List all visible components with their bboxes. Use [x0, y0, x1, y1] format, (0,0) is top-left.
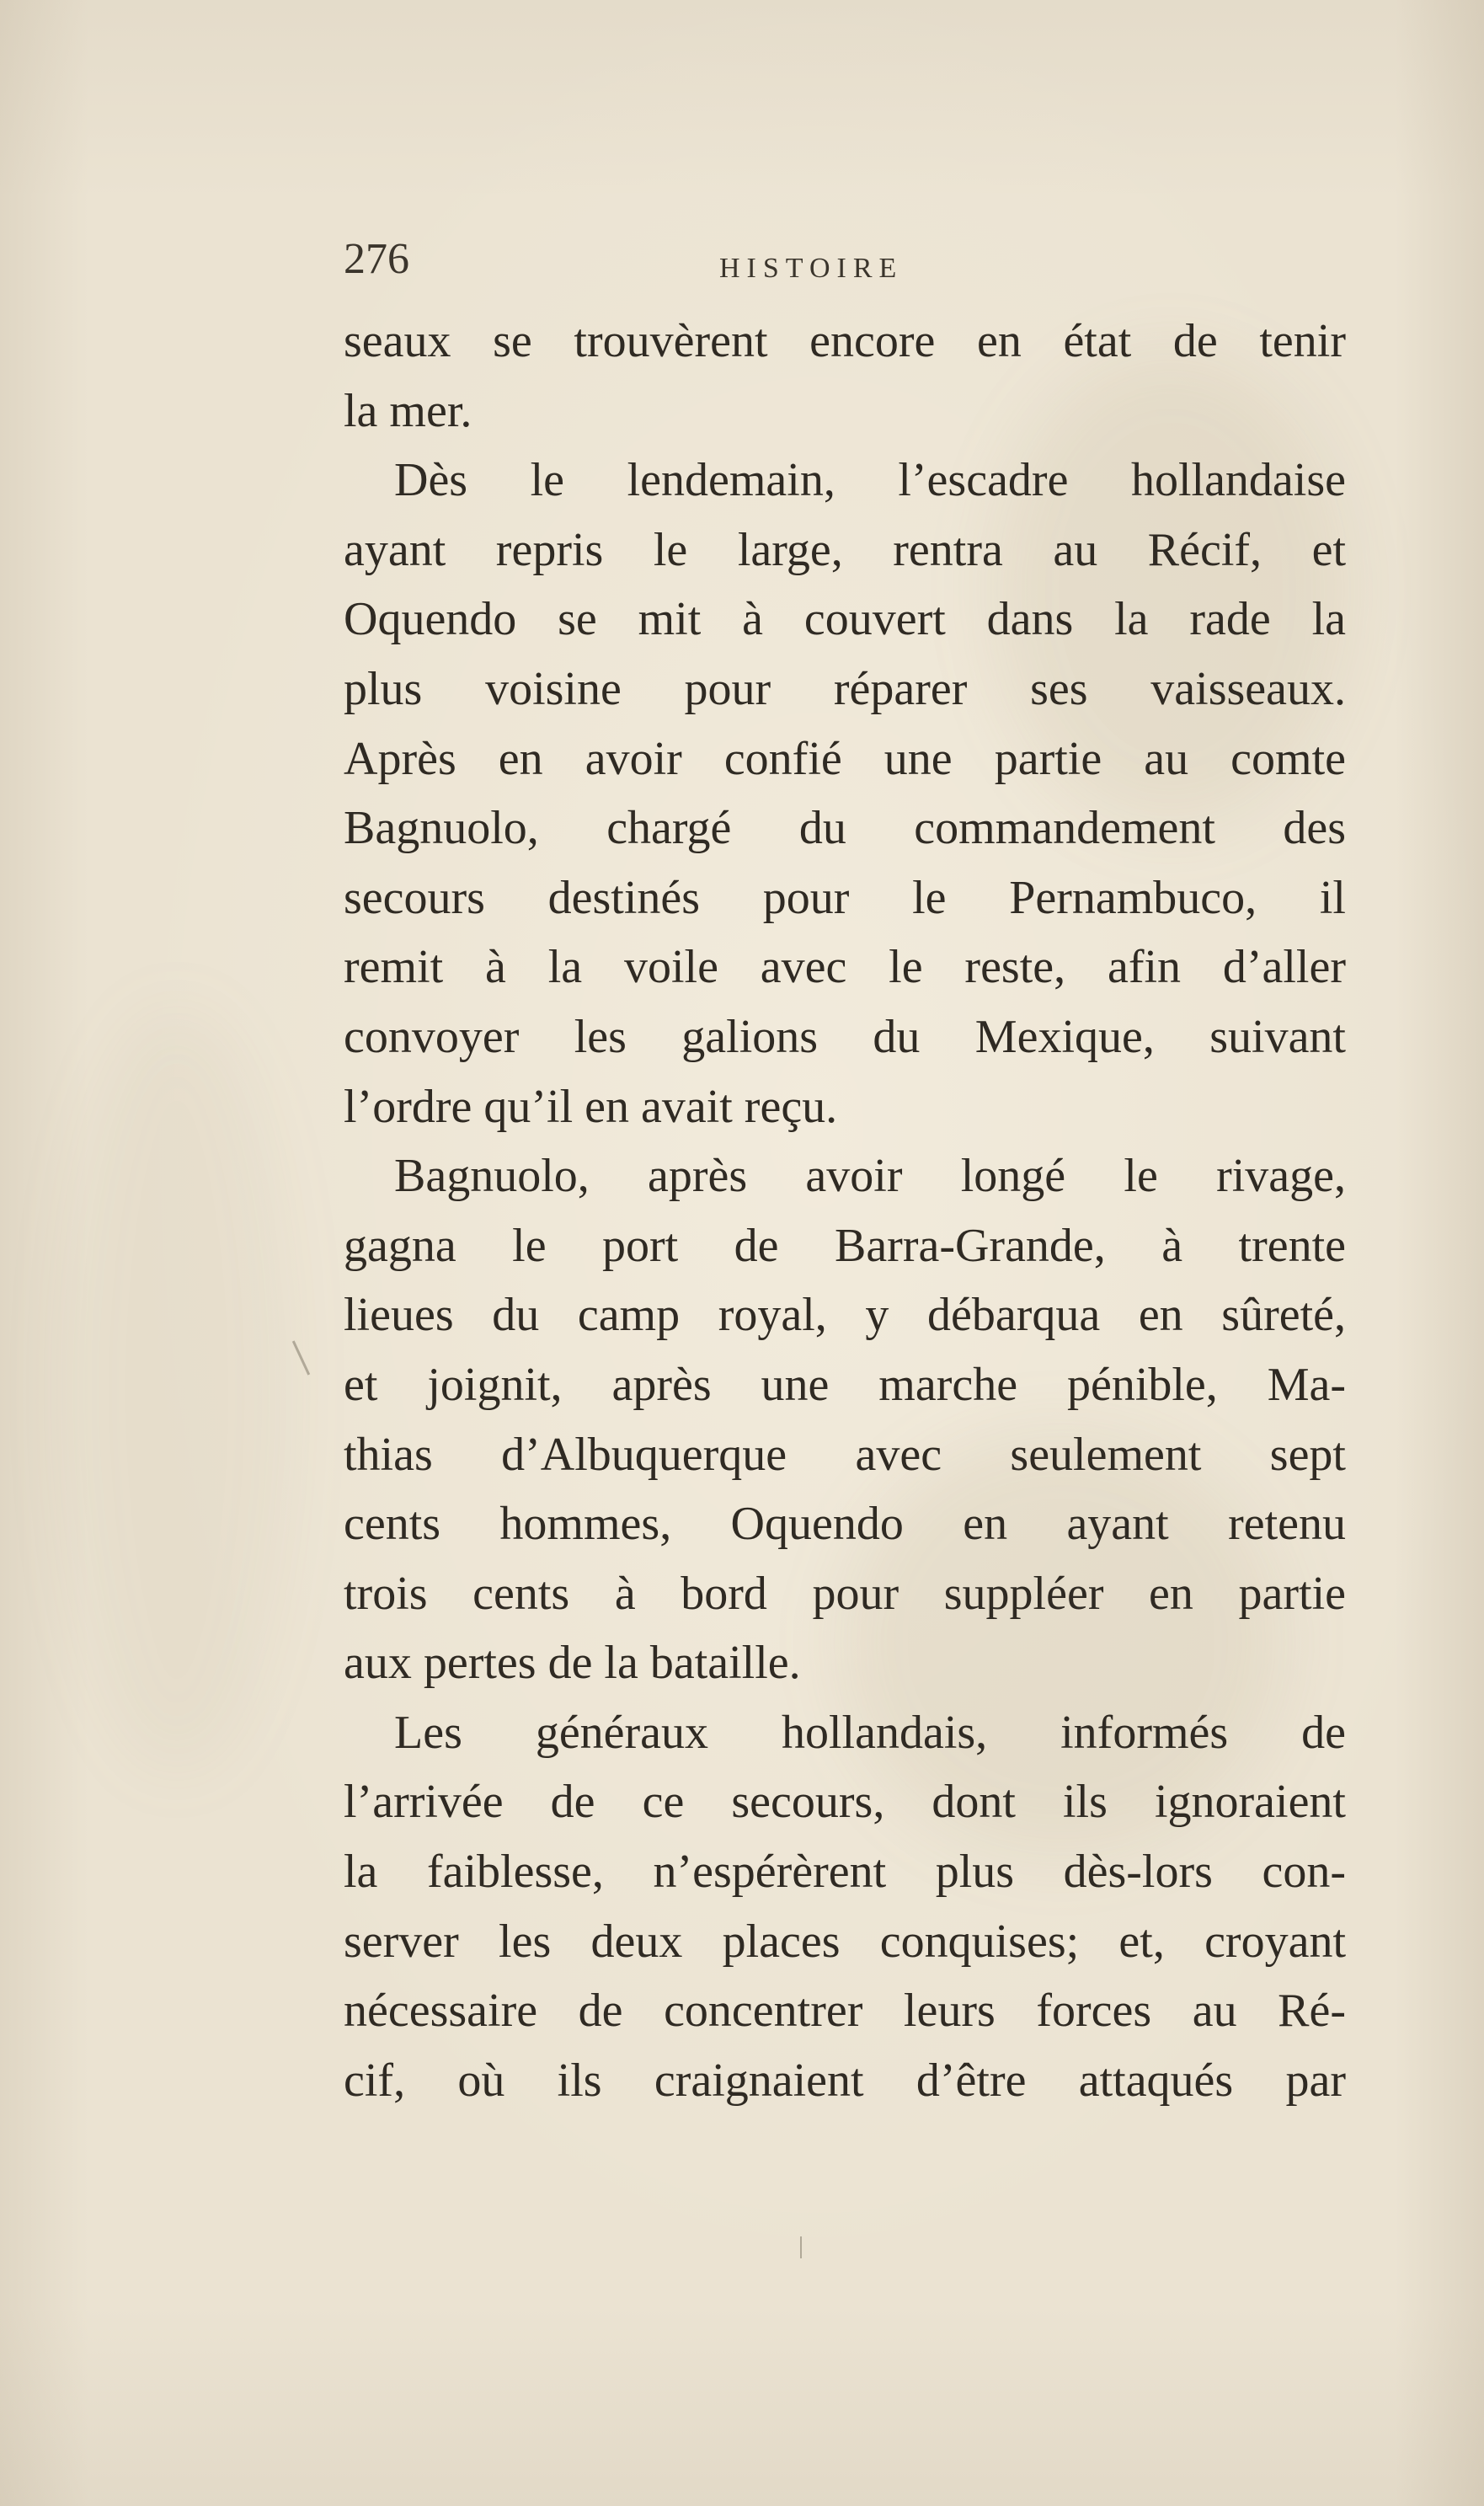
text-line: lieues du camp royal, y débarqua en sûreté,	[344, 1289, 1346, 1342]
text-line: Dès le lendemain, l’escadre hollandaise	[394, 454, 1346, 507]
text-line: Après en avoir confié une partie au comte	[344, 732, 1346, 785]
text-line: remit à la voile avec le reste, afin d’aller	[344, 941, 1346, 994]
text-line: cents hommes, Oquendo en ayant retenu	[344, 1498, 1346, 1551]
text-line: la faiblesse, n’espérèrent plus dès-lors con-	[344, 1846, 1346, 1899]
text-line: seaux se trouvèrent encore en état de tenir	[344, 315, 1346, 367]
text-line: trois cents à bord pour suppléer en partie	[344, 1567, 1346, 1620]
pencil-mark	[292, 1340, 310, 1375]
text-line: Les généraux hollandais, informés de	[394, 1706, 1346, 1759]
text-line: nécessaire de concentrer leurs forces au Ré-	[344, 1985, 1346, 2038]
text-line: l’arrivée de ce secours, dont ils ignoraient	[344, 1776, 1346, 1829]
text-line: aux pertes de la bataille.	[344, 1637, 801, 1690]
body-text	[344, 307, 1346, 2115]
text-line: gagna le port de Barra-Grande, à trente	[344, 1219, 1346, 1272]
pencil-mark	[800, 2236, 802, 2258]
text-line: l’ordre qu’il en avait reçu.	[344, 1080, 838, 1133]
page-number: 276	[344, 235, 409, 283]
paper-stain	[67, 1011, 286, 1769]
text-line: Bagnuolo, chargé du commandement des	[344, 802, 1346, 855]
text-line: plus voisine pour réparer ses vaisseaux.	[344, 662, 1346, 715]
text-line: ayant repris le large, rentra au Récif, et	[344, 523, 1346, 576]
text-line: Bagnuolo, après avoir longé le rivage,	[394, 1150, 1346, 1203]
text-line: la mer.	[344, 384, 472, 437]
text-line: convoyer les galions du Mexique, suivant	[344, 1010, 1346, 1063]
text-line: et joignit, après une marche pénible, Ma-	[344, 1358, 1346, 1411]
text-line: Oquendo se mit à couvert dans la rade la	[344, 593, 1346, 646]
text-line: cif, où ils craignaient d’être attaqués par	[344, 2054, 1346, 2107]
text-line: secours destinés pour le Pernambuco, il	[344, 871, 1346, 924]
running-head: HISTOIRE	[719, 253, 904, 284]
text-line: server les deux places conquises; et, croyant	[344, 1915, 1346, 1968]
text-line: thias d’Albuquerque avec seulement sept	[344, 1428, 1346, 1481]
page-header	[344, 226, 1346, 302]
